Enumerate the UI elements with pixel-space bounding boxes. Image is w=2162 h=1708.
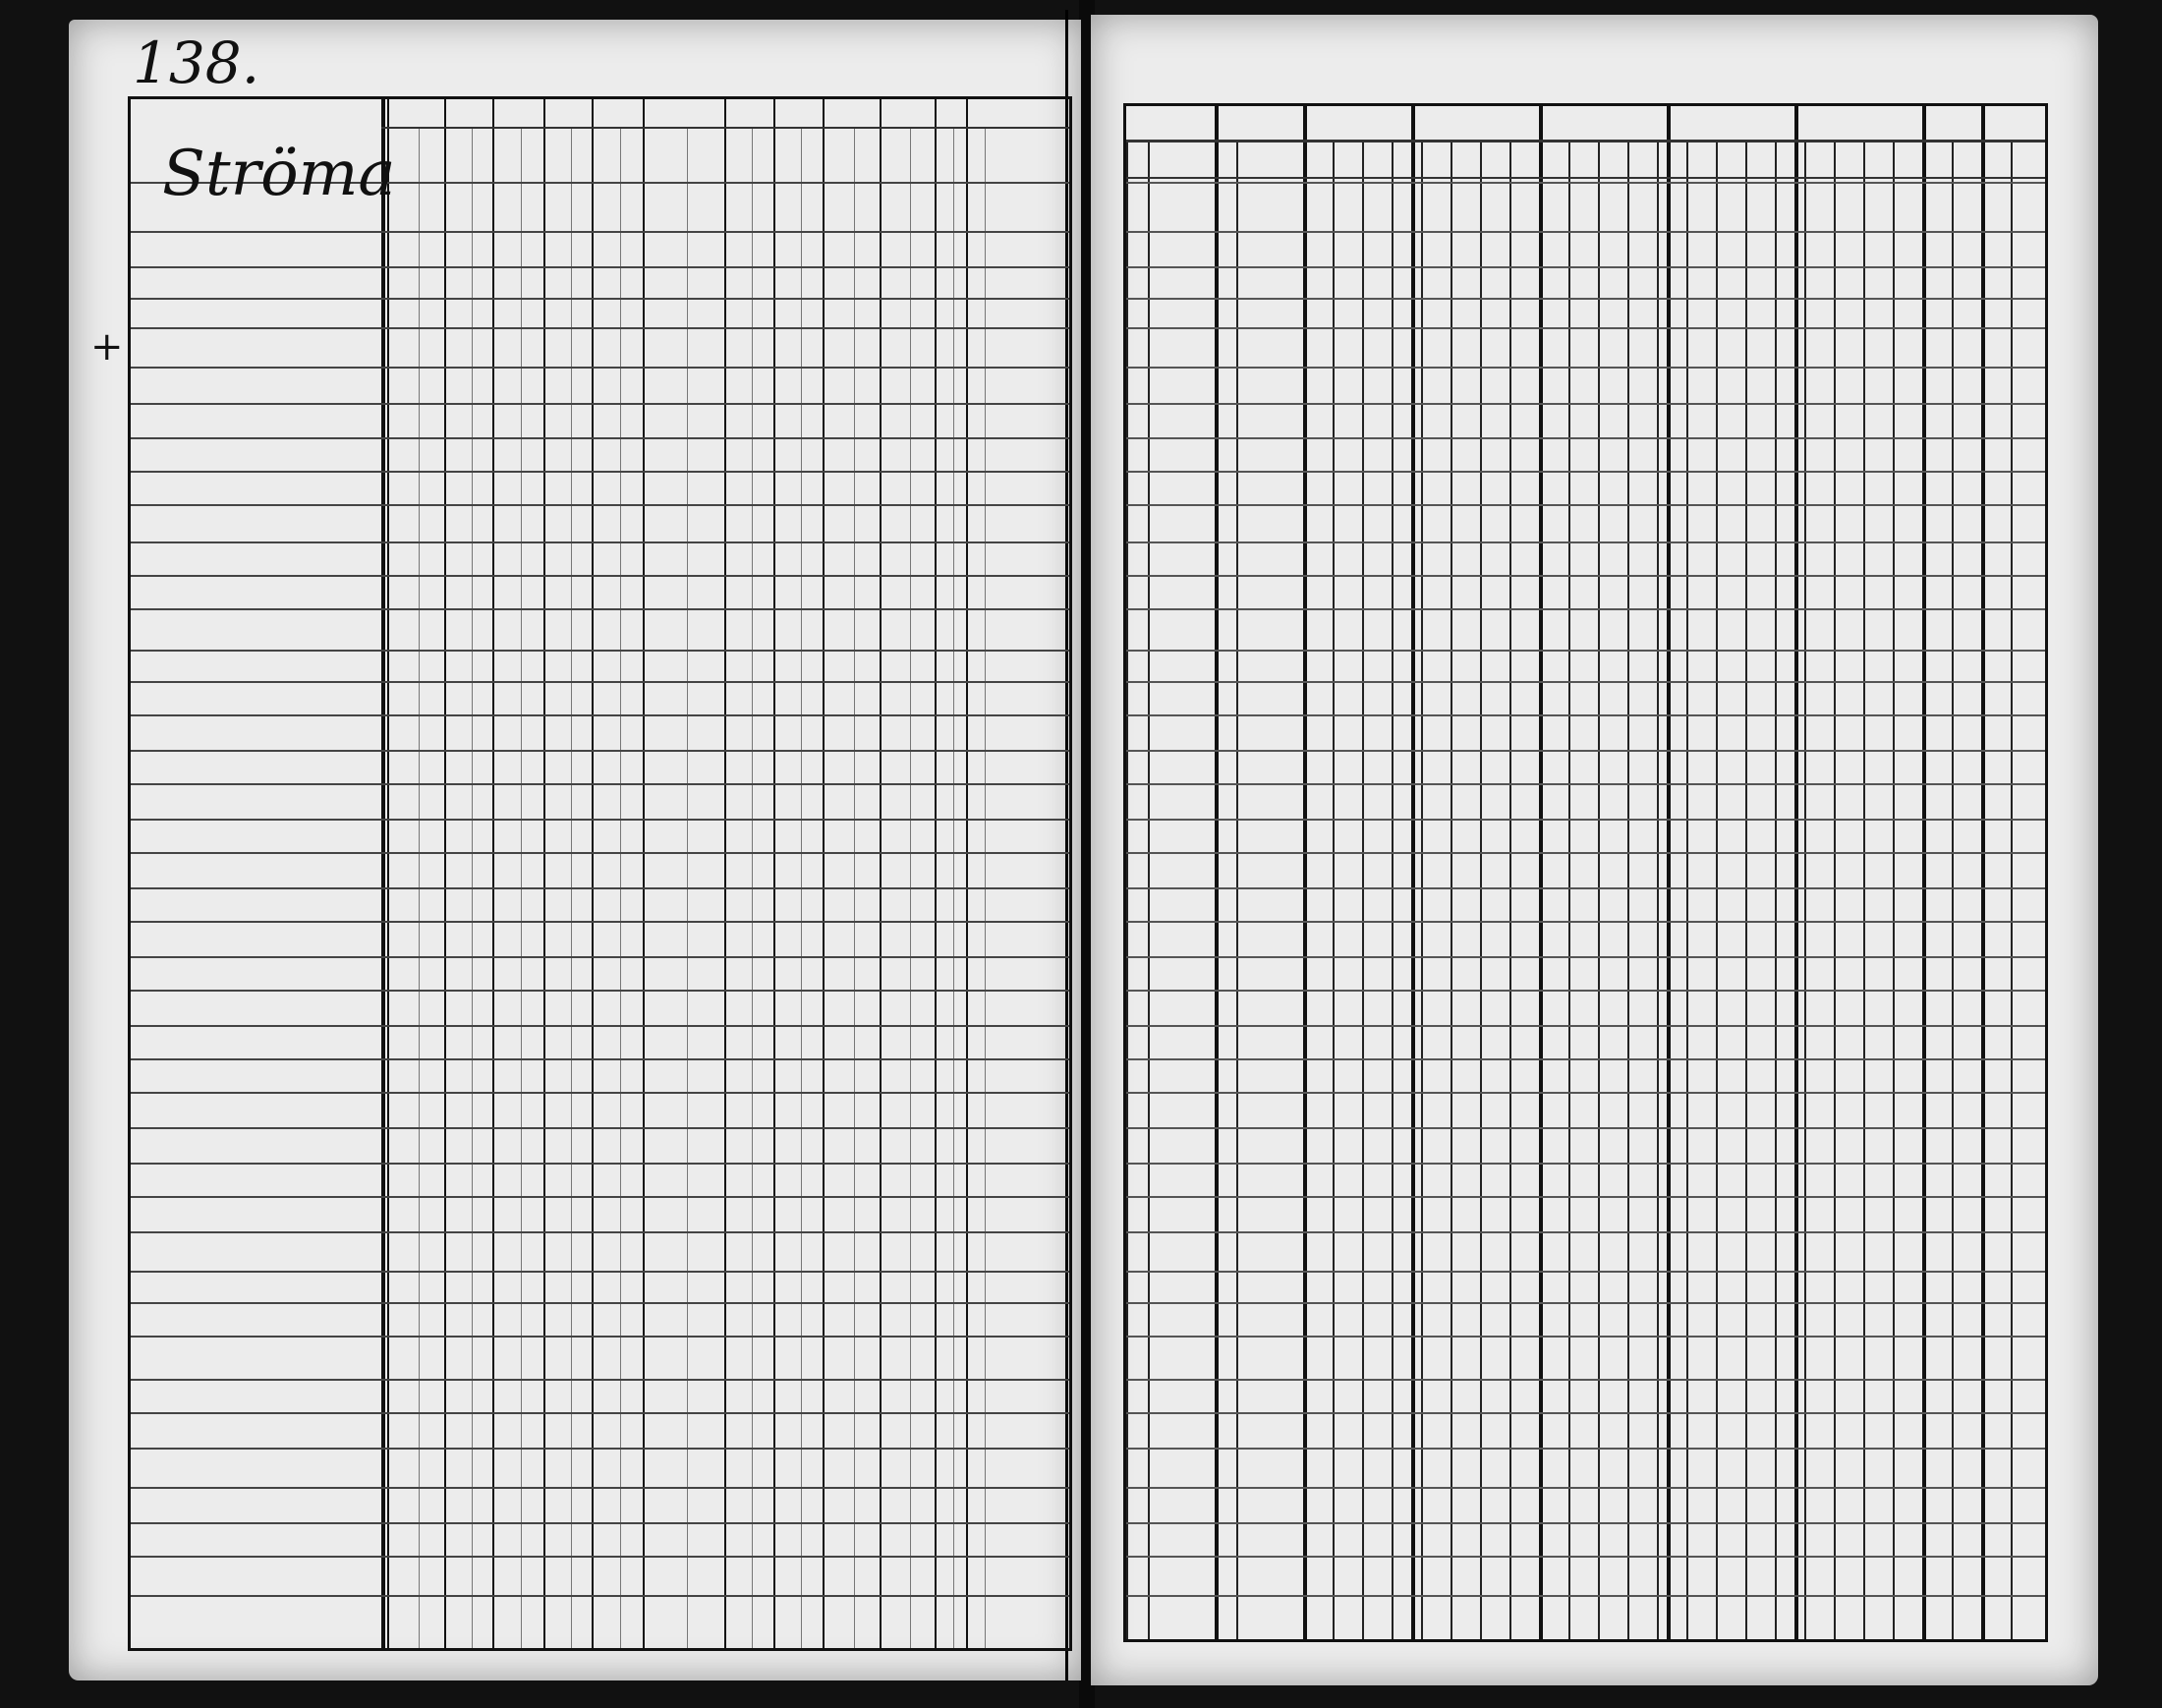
right-subheader-line (1126, 177, 2045, 179)
right-row-line (1126, 750, 2045, 752)
right-col-line (1333, 141, 1335, 1639)
right-row-line (1126, 575, 2045, 577)
right-col-line (1775, 141, 1777, 1639)
right-major-line (1981, 106, 1985, 1639)
right-col-line (1362, 141, 1364, 1639)
right-row-line (1126, 1092, 2045, 1094)
left-col-divider (592, 99, 594, 1648)
right-col-line (1148, 141, 1150, 1639)
left-register-grid (128, 96, 1072, 1651)
left-row-line (131, 471, 1069, 473)
right-row-line (1126, 298, 2045, 300)
right-col-line (1568, 141, 1570, 1639)
left-row-line (131, 1271, 1069, 1273)
left-row-line (131, 231, 1069, 233)
right-row-line (1126, 1163, 2045, 1165)
right-major-line (1215, 106, 1219, 1639)
right-row-line (1126, 437, 2045, 439)
left-row-line (131, 990, 1069, 992)
left-row-line (131, 1595, 1069, 1597)
right-row-line (1126, 714, 2045, 716)
left-col-divider (773, 99, 775, 1648)
left-col-divider (387, 99, 389, 1648)
right-row-line (1126, 504, 2045, 506)
left-row-line (131, 1092, 1069, 1094)
right-col-line (1834, 141, 1836, 1639)
left-row-line (131, 681, 1069, 683)
right-col-line (1893, 141, 1895, 1639)
left-header-line (381, 127, 1069, 129)
left-col-divider (935, 99, 937, 1648)
left-col-divider (724, 99, 726, 1648)
left-row-line (131, 887, 1069, 889)
right-major-line (1922, 106, 1926, 1639)
right-row-line (1126, 681, 2045, 683)
right-register-grid (1123, 103, 2048, 1642)
right-row-line (1126, 231, 2045, 233)
right-col-line (1598, 141, 1600, 1639)
right-row-line (1126, 541, 2045, 543)
left-row-line (131, 367, 1069, 369)
left-row-line (131, 1487, 1069, 1489)
left-row-line (131, 650, 1069, 652)
right-col-line (1392, 141, 1394, 1639)
right-col-line (1480, 141, 1482, 1639)
right-row-line (1126, 819, 2045, 821)
left-row-line (131, 437, 1069, 439)
right-header-line (1126, 140, 2045, 142)
left-row-line (131, 608, 1069, 610)
left-row-line (131, 1556, 1069, 1558)
right-col-line (1863, 141, 1865, 1639)
left-col-divider (444, 99, 446, 1648)
left-row-line (131, 1025, 1069, 1027)
right-row-line (1126, 1231, 2045, 1233)
right-row-line (1126, 182, 2045, 184)
right-row-line (1126, 1025, 2045, 1027)
left-row-line (131, 327, 1069, 329)
right-row-line (1126, 1336, 2045, 1338)
right-row-line (1126, 1412, 2045, 1414)
right-row-line (1126, 852, 2045, 854)
right-col-line (1804, 141, 1806, 1639)
right-row-line (1126, 783, 2045, 785)
right-row-line (1126, 1302, 2045, 1304)
right-col-line (1686, 141, 1688, 1639)
right-row-line (1126, 403, 2045, 405)
left-name-col-divider (381, 99, 385, 1648)
left-row-line (131, 1522, 1069, 1524)
left-col-divider (643, 99, 645, 1648)
place-title: Ströma (162, 138, 396, 210)
right-col-line (1657, 141, 1659, 1639)
page-number: 138. (133, 29, 260, 96)
left-row-line (131, 541, 1069, 543)
left-col-divider (492, 99, 494, 1648)
right-major-line (1667, 106, 1671, 1639)
left-row-line (131, 956, 1069, 958)
right-row-line (1126, 887, 2045, 889)
right-row-line (1126, 1595, 2045, 1597)
left-col-divider (880, 99, 882, 1648)
left-row-line (131, 575, 1069, 577)
right-major-line (1794, 106, 1798, 1639)
right-col-line (1126, 141, 1128, 1639)
right-major-line (1303, 106, 1307, 1639)
left-row-line (131, 1163, 1069, 1165)
right-col-line (2011, 141, 2013, 1639)
right-row-line (1126, 266, 2045, 268)
right-col-line (1745, 141, 1747, 1639)
left-row-line (131, 504, 1069, 506)
left-row-line (131, 1058, 1069, 1060)
left-row-line (131, 1231, 1069, 1233)
right-row-line (1126, 650, 2045, 652)
right-col-line (1716, 141, 1718, 1639)
right-row-line (1126, 990, 2045, 992)
left-row-line (131, 1127, 1069, 1129)
right-row-line (1126, 608, 2045, 610)
left-row-line (131, 1302, 1069, 1304)
left-row-line (131, 1336, 1069, 1338)
right-row-line (1126, 1556, 2045, 1558)
left-row-line (131, 1412, 1069, 1414)
left-col-divider (966, 99, 968, 1648)
left-row-line (131, 714, 1069, 716)
right-major-line (1411, 106, 1415, 1639)
right-col-line (1236, 141, 1238, 1639)
right-col-line (1952, 141, 1954, 1639)
left-row-line (131, 852, 1069, 854)
right-row-line (1126, 471, 2045, 473)
right-row-line (1126, 1196, 2045, 1198)
right-row-line (1126, 1487, 2045, 1489)
right-row-line (1126, 1448, 2045, 1450)
right-row-line (1126, 1127, 2045, 1129)
left-row-line (131, 403, 1069, 405)
left-row-line (131, 1379, 1069, 1381)
right-col-line (1451, 141, 1452, 1639)
left-row-line (131, 1196, 1069, 1198)
right-row-line (1126, 1522, 2045, 1524)
right-col-line (1421, 141, 1423, 1639)
right-major-line (1539, 106, 1543, 1639)
left-col-divider (823, 99, 825, 1648)
right-row-line (1126, 1271, 2045, 1273)
right-col-line (1509, 141, 1511, 1639)
left-row-line (131, 266, 1069, 268)
right-row-line (1126, 956, 2045, 958)
left-row-line (131, 1448, 1069, 1450)
left-col-divider (543, 99, 545, 1648)
right-row-line (1126, 327, 2045, 329)
left-row-line (131, 921, 1069, 923)
left-row-line (131, 750, 1069, 752)
plus-mark: + (90, 324, 124, 370)
right-row-line (1126, 921, 2045, 923)
left-row-line (131, 819, 1069, 821)
right-row-line (1126, 1379, 2045, 1381)
right-row-line (1126, 1058, 2045, 1060)
right-col-line (1627, 141, 1629, 1639)
left-row-line (131, 298, 1069, 300)
right-row-line (1126, 367, 2045, 369)
left-row-line (131, 783, 1069, 785)
